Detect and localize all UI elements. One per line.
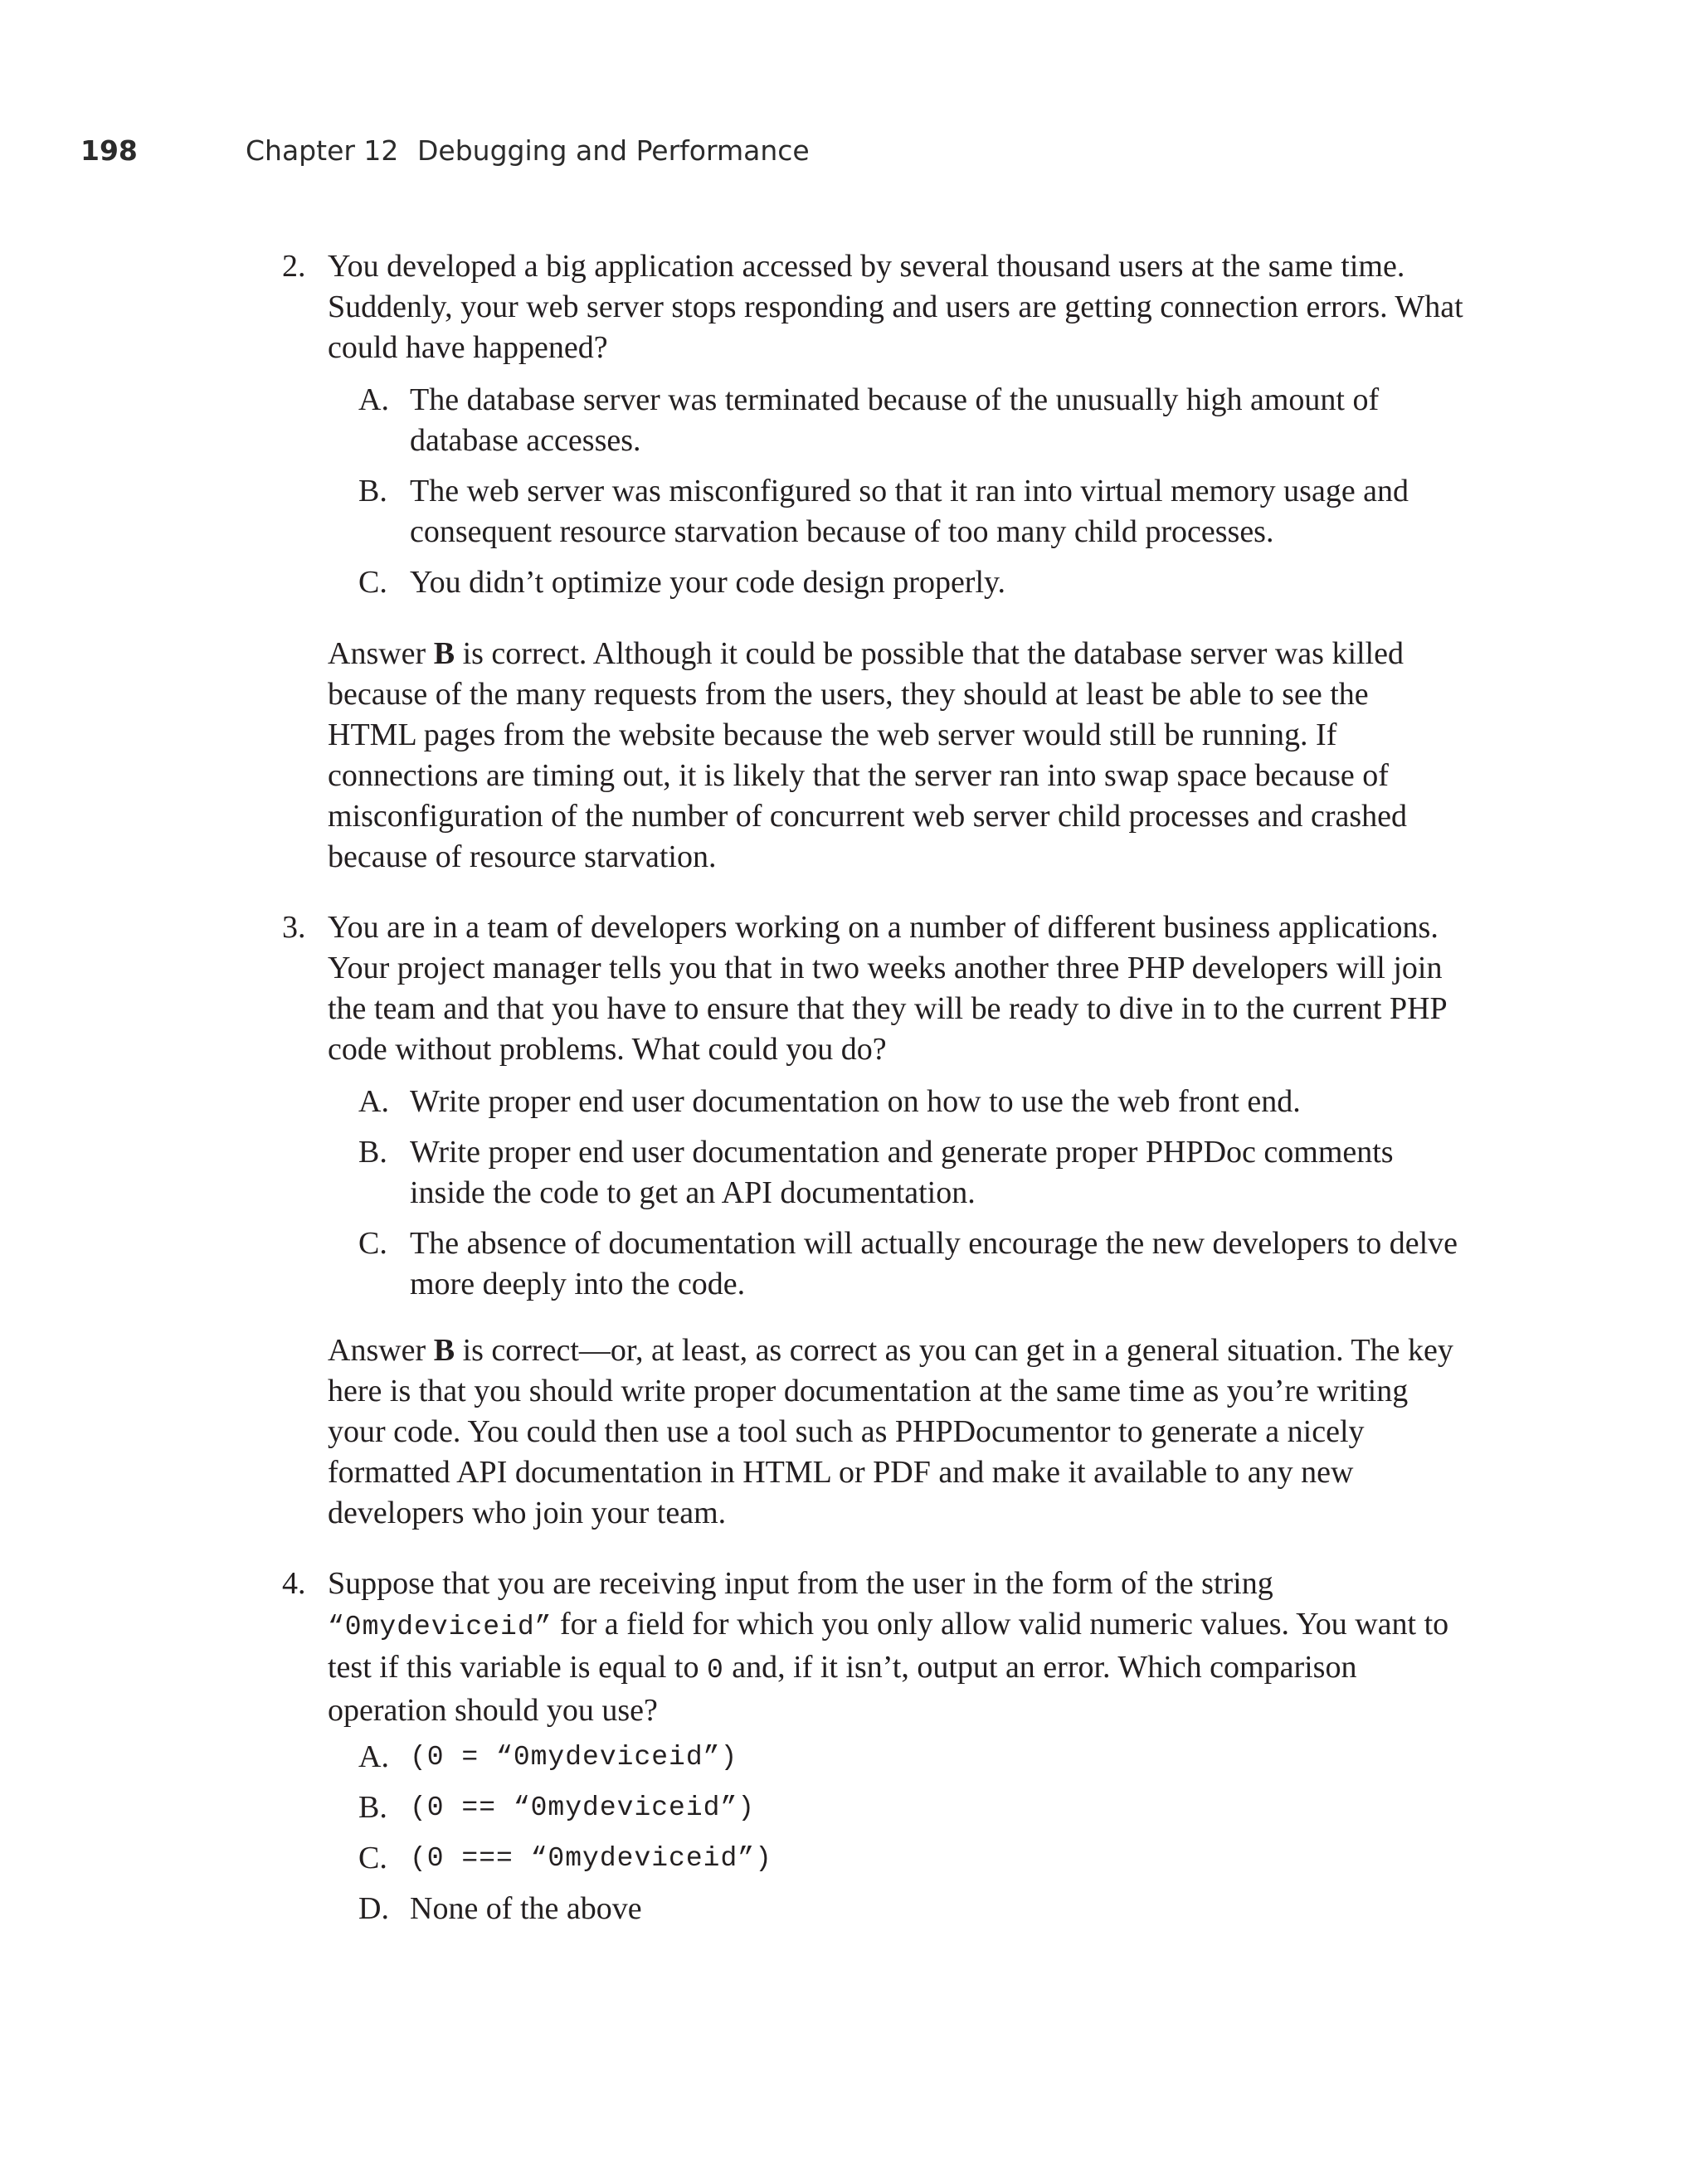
option-letter: A. [358,1739,389,1774]
running-head [0,134,1699,176]
answer-prefix: Answer [328,636,434,671]
option-code: (0 = “0mydeviceid”) [410,1742,738,1773]
question-number: 2. [282,249,306,284]
option-letter: A. [358,382,389,417]
option-text: Write proper end user documentation and generate proper PHPDoc comments inside the code to get an API documentation. [410,1135,1394,1210]
option-text: The absence of documentation will actually encourage the new developers to delve more deeply into the code. [410,1226,1458,1301]
option-letter: C. [358,1226,387,1261]
answer-explanation: is correct. Although it could be possible that the database server was killed because of the many requests from the users, they should at least be able to see the HTML pages from the website because the web server would still be running. If connections are timing out, it is likely that the server ran into swap space because of misconfiguration of the number of concurrent web server child processes and crashed because of resource starvation. [328,636,1408,874]
question-3-answer [328,1330,1464,1534]
question-text-part: for a field for which you only allow valid numeric values. You want to test if this variable is equal to [328,1607,1449,1685]
option-letter: B. [358,1135,387,1170]
option-letter: B. [358,1790,387,1825]
option-letter: A. [358,1084,389,1119]
question-text-part: and, if it isn’t, output an error. Which comparison operation should you use? [328,1650,1357,1728]
chapter-title: Debugging and Performance [417,134,810,167]
inline-code: “0mydeviceid” [328,1612,553,1642]
inline-code: 0 [706,1655,724,1685]
option-letter: C. [358,1841,387,1875]
question-2-answer [328,634,1464,878]
option-text: None of the above [410,1891,642,1926]
option-text: Write proper end user documentation on how to use the web front end. [410,1084,1301,1119]
page-number: 198 [80,134,138,167]
option-letter: B. [358,474,387,508]
chapter-label: Chapter 12 [246,134,399,167]
question-text [328,1564,1464,1731]
answer-letter: B [433,1333,455,1368]
question-text: You are in a team of developers working on a number of different business applications. Your project manager tells you that in two weeks another three PHP developers will join the team and that you have to ensure that they will be ready to dive in to the current PHP code without problems. What could you do? [328,910,1447,1067]
question-text-part: Suppose that you are receiving input from the user in the form of the string [328,1566,1273,1601]
option-code: (0 === “0mydeviceid”) [410,1843,772,1874]
option-text: You didn’t optimize your code design properly. [410,565,1006,600]
answer-prefix: Answer [328,1333,434,1368]
option-letter: D. [358,1891,389,1926]
answer-letter: B [433,636,455,671]
option-text: The web server was misconfigured so that it ran into virtual memory usage and consequent resource starvation because of too many child processes. [410,474,1409,549]
option-text: The database server was terminated because of the unusually high amount of database accesses. [410,382,1380,458]
option-code: (0 == “0mydeviceid”) [410,1792,756,1823]
question-number: 4. [282,1566,306,1601]
question-text: You developed a big application accessed by several thousand users at the same time. Suddenly, your web server stops responding and users are getting connection errors. What could have happened? [328,249,1463,365]
answer-explanation: is correct—or, at least, as correct as you can get in a general situation. The key here is that you should write proper documentation at the same time as you’re writing your code. You could then use a tool such as PHPDocumentor to generate a nicely formatted API documentation in HTML or PDF and make it available to any new developers who join your team. [328,1333,1453,1530]
question-number: 3. [282,910,306,945]
option-letter: C. [358,565,387,600]
